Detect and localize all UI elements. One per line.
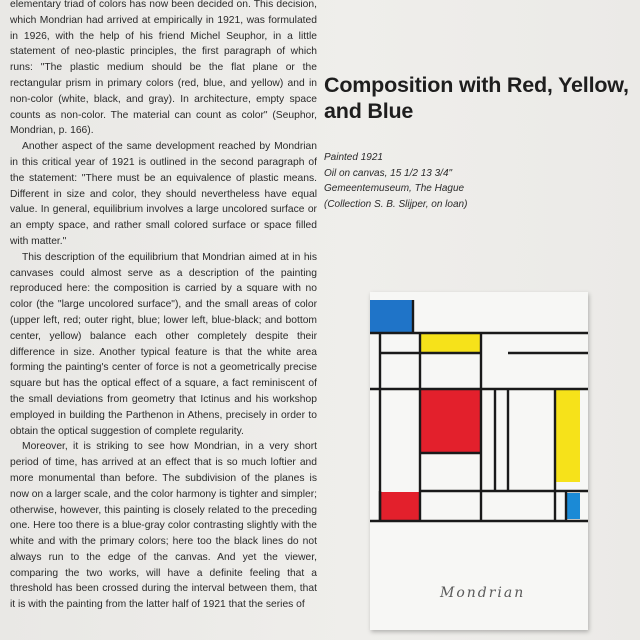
body-paragraph-4: Moreover, it is striking to see how Mondrian, in a very short period of time, has arrived at an effect that is so much loftier and more monumental than before. The subdivision of the planes is now on a larger scale, and the color harmony is tighter and simpler; otherwise, however, this painting is closely related to the preceding one. Here too there is a blue-gray color contrasting slightly with the white and with the primary colors; here too the black lines do not always run to the edge of the canvas. And yet the viewer, comparing the two works, will have a definite feeling that a threshold has been crossed during the interval between them, that it is with the painting from the latter half of 1921 that the series of bbox=[10, 441, 317, 611]
red-plane bbox=[420, 390, 480, 452]
body-paragraph-2: Another aspect of the same development reached by Mondrian in this critical year of 1921 is outlined in the second paragraph of the statement: "There must be an equivalence of plastic means. Different in size and color, they should nevertheless have equal value. In general, equilibrium involves a large uncolored surface or an empty space, and rather small colored surface or space filled with matter." bbox=[10, 141, 317, 247]
yellow-bar bbox=[556, 390, 580, 482]
artist-signature: Mondrian bbox=[440, 585, 526, 601]
caption-collection: (Collection S. B. Slijper, on loan) bbox=[324, 198, 468, 210]
red-small bbox=[380, 492, 420, 520]
caption-painted: Painted 1921 bbox=[324, 152, 383, 163]
painting-reproduction bbox=[370, 292, 588, 630]
caption-location: Gemeentemuseum, The Hague bbox=[324, 183, 465, 194]
plate-title: Composition with Red, Yellow, and Blue bbox=[324, 73, 629, 123]
yellow-plane bbox=[420, 332, 480, 352]
mondrian-composition bbox=[370, 292, 588, 630]
body-paragraph-1: elementary triad of colors has now been decided on. This decision, which Mondrian had arrived at empirically in 1921, was formulated in 1926, with the help of his friend Michel Seuphor, in a little statement of neo-plastic principles, the first paragraph of which runs: "The plastic medium should be the flat plane or the rectangular prism in primary colors (red, blue, and yellow) and in non-color (white, black, and gray). In architecture, empty space counts as non-color. The material can count as color" (Seuphor, Mondrian, p. 166). bbox=[10, 0, 317, 137]
blue-plane bbox=[370, 300, 412, 332]
blue-small bbox=[566, 493, 580, 519]
caption-medium: Oil on canvas, 15 1/2 13 3/4" bbox=[324, 167, 453, 179]
body-text-column bbox=[10, 0, 317, 613]
body-paragraph-3: This description of the equilibrium that Mondrian aimed at in his canvases could almost serve as a description of the painting reproduced here: the composition is carried by a square with no color (the "large uncolored surface"), and the small areas of color (upper left, red; outer right, blue; lower left, blue-black; and bottom center, yellow) balance each other completely despite their difference in size. Another typical feature is that the white area forming the painting's center of force is not a geometrically precise square but has the optical effect of a square, a fact reminiscent of the small deviations from geometry that Ictinus and his workshop employed in building the Parthenon in Athens, precisely in order to obtain the optical suggestion of complete regularity. bbox=[10, 251, 317, 437]
plate-caption bbox=[324, 150, 634, 212]
